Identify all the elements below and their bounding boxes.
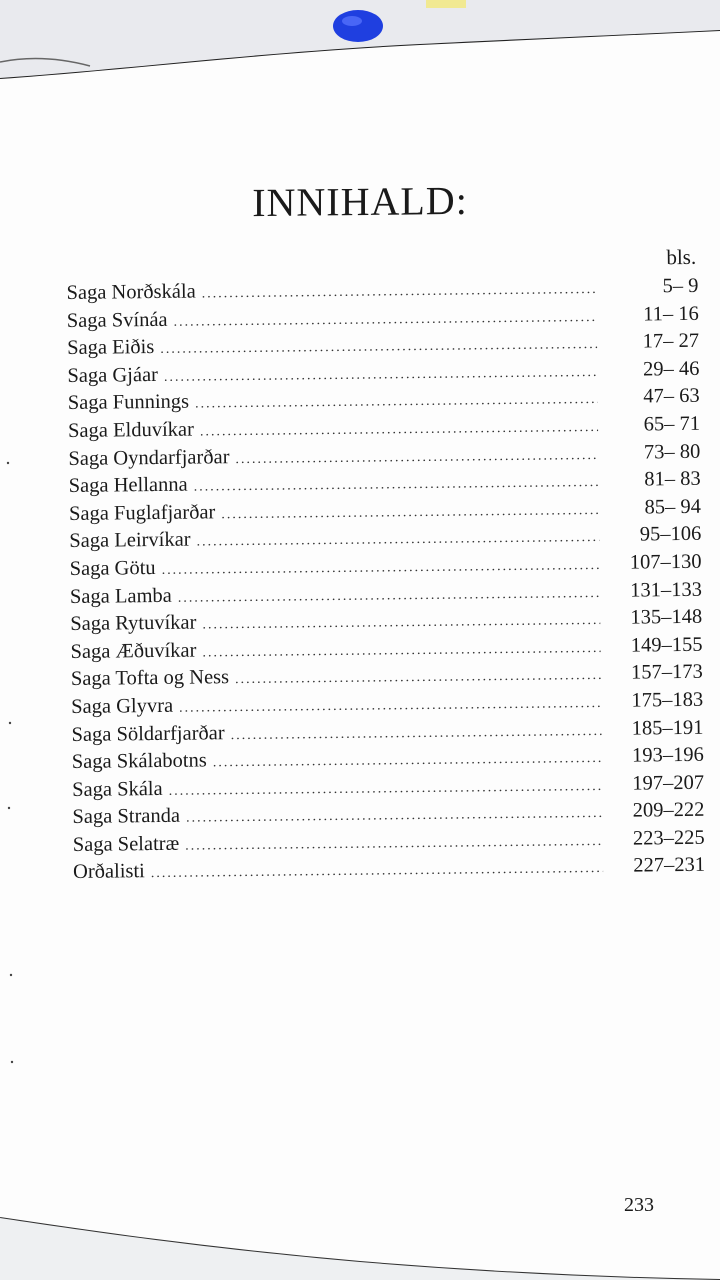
page-number: 233 [624,1194,654,1216]
bottom-page-shadow [0,1218,720,1280]
toc-entry-title: Saga Hellanna [68,473,188,498]
blue-pin-icon [333,10,383,42]
toc-entry-title: Saga Lamba [69,584,172,608]
toc-entry-title: Saga Skálabotns [71,749,207,774]
toc-entry-title: Saga Selatræ [72,832,180,856]
margin-speck [8,807,10,809]
dot-leader [202,276,597,308]
toc-entry-title: Saga Söldarfjarðar [71,721,225,746]
toc-entry-title: Saga Rytuvíkar [70,611,197,636]
toc-entry-title: Saga Glyvra [71,694,174,718]
toc-entry-pages: 185–191 [631,716,704,740]
dot-leader [235,662,601,694]
toc-entry-pages: 197–207 [632,771,705,795]
toc-entry-pages: 95–106 [639,523,702,546]
toc-entry-title: Saga Skála [72,777,163,801]
page-title: INNIHALD: [252,177,468,226]
margin-speck [9,722,11,724]
dot-leader [221,497,599,529]
toc-entry-title: Saga Eiðis [67,336,155,360]
toc-entry-pages: 157–173 [630,661,703,684]
dot-leader [213,745,602,777]
toc-entry-title: Saga Oyndarfjarðar [68,445,230,470]
toc-entry-title: Saga Elduvíkar [67,418,195,442]
margin-speck [10,974,12,976]
margin-speck [11,1061,13,1063]
dot-leader [235,442,598,474]
table-of-contents [66,241,705,887]
toc-entry-title: Saga Stranda [72,805,181,829]
toc-entry-pages: 47– 63 [643,385,700,408]
toc-entry-pages: 73– 80 [643,440,701,464]
toc-entry-pages: 29– 46 [642,357,700,381]
toc-list [66,273,705,887]
dot-leader [231,717,602,749]
toc-entry-pages: 175–183 [631,688,704,712]
toc-entry-title: Saga Fuglafjarðar [68,501,216,525]
toc-entry-pages: 193–196 [631,743,704,767]
toc-entry-title: Saga Gjáar [67,363,159,387]
margin-speck [7,462,9,464]
page-column-header: bls. [666,244,697,270]
toc-entry-pages: 17– 27 [642,330,700,353]
toc-entry-pages: 223–225 [632,826,705,850]
yellow-scrap [426,0,466,8]
blue-pin-highlight-icon [342,16,362,26]
toc-entry-title: Saga Götu [69,556,156,580]
toc-entry-pages: 85– 94 [644,495,702,519]
toc-entry-title: Saga Æðuvíkar [70,639,197,663]
toc-entry-pages: 5– 9 [662,274,699,298]
toc-entry-title: Saga Funnings [67,390,190,415]
toc-entry-pages: 65– 71 [643,412,701,436]
toc-entry-pages: 135–148 [630,605,703,629]
toc-entry-title: Saga Norðskála [66,280,196,304]
toc-entry-pages: 149–155 [630,633,703,657]
toc-entry-title: Saga Leirvíkar [69,528,191,553]
toc-entry-pages: 11– 16 [643,302,699,326]
dot-leader [151,855,604,888]
toc-entry-pages: 81– 83 [644,467,701,491]
toc-entry-pages: 209–222 [632,799,705,822]
toc-entry-pages: 107–130 [629,550,702,574]
toc-entry-pages: 131–133 [630,578,703,602]
toc-entry-title: Orðalisti [72,860,145,884]
toc-entry-pages: 227–231 [633,854,706,878]
toc-entry-title: Saga Svínáa [66,308,168,332]
toc-entry-title: Saga Tofta og Ness [70,666,230,691]
